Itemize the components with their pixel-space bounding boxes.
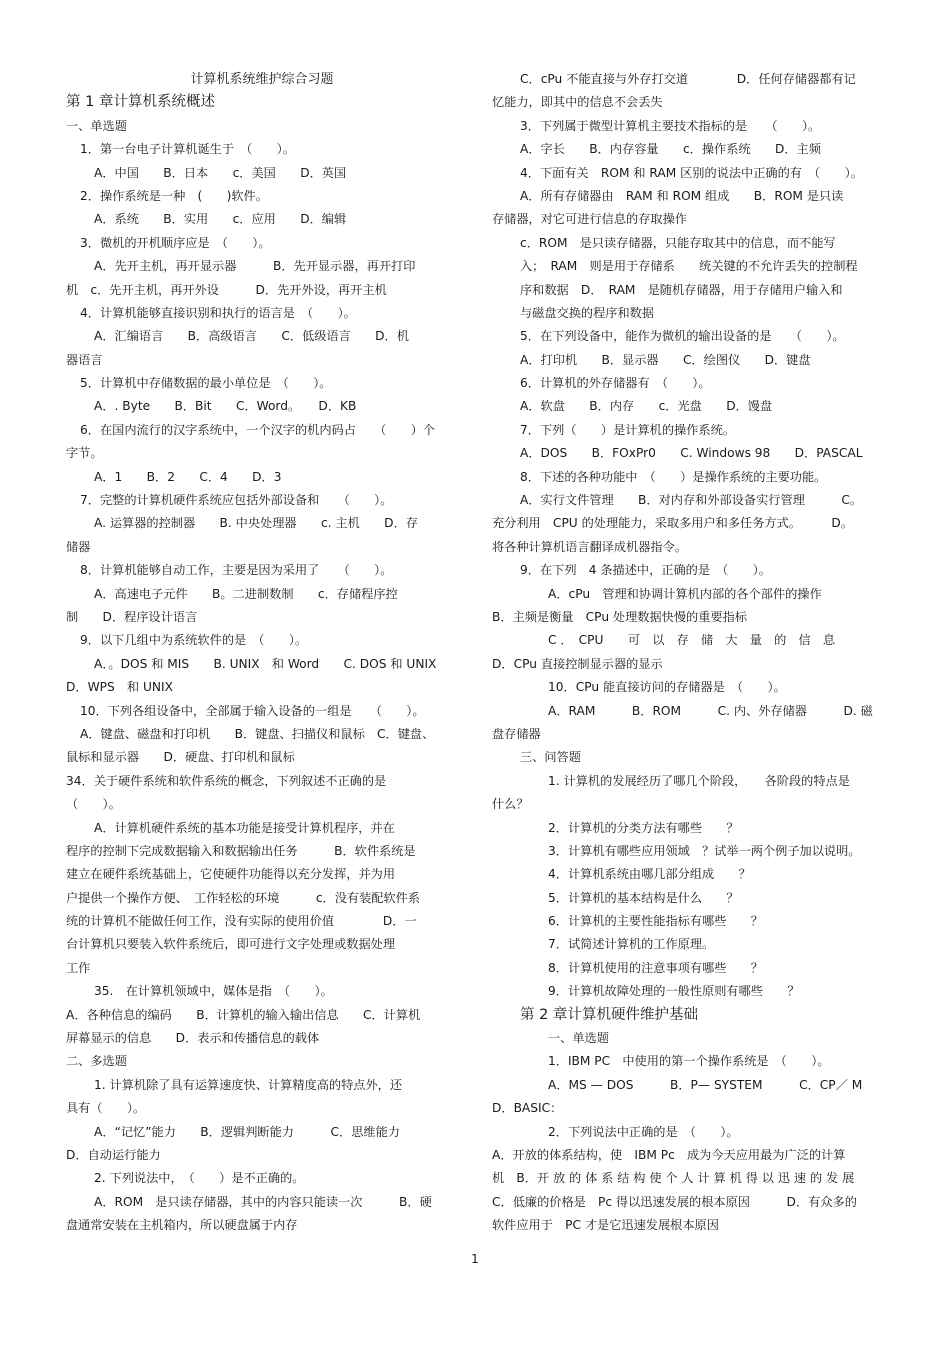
text-line: 第 2 章计算机硬件维护基础	[520, 1006, 698, 1023]
text-line: D．自动运行能力	[66, 1147, 161, 1162]
text-line: 忆能力，即其中的信息不会丢失	[492, 95, 663, 110]
text-line: D．WPS 和 UNIX	[66, 680, 173, 695]
text-line: 9．以下几组中为系统软件的是 （ ）。	[80, 633, 308, 648]
text-line: 器语言	[66, 352, 103, 367]
text-line: 1. 计算机的发展经历了哪几个阶段， 各阶段的特点是	[548, 773, 850, 788]
text-line: A．高速电子元件 B。二进制数制 c．存储程序控	[94, 586, 398, 601]
text-line: 1. 计算机除了具有运算速度快、计算精度高的特点外，还	[94, 1077, 403, 1092]
text-line: A．中国 B．日本 c．美国 D．英国	[94, 165, 347, 180]
text-line: A．。DOS 和 MIS B. UNIX 和 Word C. DOS 和 UNIX	[94, 656, 437, 671]
text-line: A．打印机 B．显示器 C．绘图仪 D．键盘	[520, 352, 811, 367]
text-line: 5．计算机中存储数据的最小单位是 （ ）。	[80, 376, 332, 391]
text-line: 2．操作系统是一种 ( )软件。	[80, 188, 268, 203]
text-line: 4．下面有关 ROM 和 RAM 区别的说法中正确的有 （ ）。	[520, 165, 863, 180]
text-line: 三、问答题	[520, 750, 581, 765]
text-line: 户提供一个操作方便、 工作轻松的环境 c．没有装配软件系	[66, 890, 421, 905]
text-line: 计算机系统维护综合习题	[190, 72, 334, 87]
text-line: 6．计算机的主要性能指标有哪些 ？	[548, 914, 763, 929]
text-line: 5．在下列设备中，能作为微机的输出设备的是 （ ）。	[520, 329, 845, 344]
text-line: 机 c．先开主机，再开外设 D．先开外设，再开主机	[66, 282, 387, 297]
text-line: A．所有存储器由 RAM 和 ROM 组成 B．ROM 是只读	[520, 188, 844, 203]
text-line: A．“记忆”能力 B．逻辑判断能力 C．思维能力	[94, 1124, 400, 1139]
text-line: A．先开主机，再开显示器 B．先开显示器，再开打印	[94, 259, 416, 274]
text-line: 1．IBM PC 中使用的第一个操作系统是 （ ）。	[548, 1054, 830, 1069]
text-line: A．汇编语言 B．高级语言 C．低级语言 D．机	[94, 329, 409, 344]
text-line: 充分利用 CPU 的处理能力，采取多用户和多任务方式。 D。	[492, 516, 854, 531]
text-line: C．低廉的价格是 Pc 得以迅速发展的根本原因 D．有众多的	[492, 1194, 857, 1209]
text-line: 机 B．开 放 的 体 系 结 构 使 个 人 计 算 机 得 以 迅 速 的 发 展	[492, 1171, 855, 1186]
text-line: 9．在下列 4 条描述中，正确的是 （ ）。	[520, 563, 771, 578]
text-line: 与磁盘交换的程序和数据	[520, 305, 655, 320]
text-line: 2．计算机的分类方法有哪些 ？	[548, 820, 739, 835]
text-line: A．RAM B．ROM C. 内、外存储器 D. 磁	[548, 703, 873, 718]
text-line: 2．下列说法中正确的是 （ ）。	[548, 1124, 739, 1139]
text-line: 10．下列各组设备中，全部属于输入设备的一组是 （ ）。	[80, 703, 425, 718]
text-line: A. 运算器的控制器 B. 中央处理器 c. 主机 D．存	[94, 516, 418, 531]
text-line: A．软盘 B．内存 c．光盘 D．馒盘	[520, 399, 773, 414]
text-line: A．1 B．2 C．4 D．3	[94, 469, 282, 484]
text-line: A．. Byte B．Bit C．Word。 D．KB	[94, 399, 357, 414]
text-line: 3．下列属于微型计算机主要技术指标的是 （ ）。	[520, 118, 821, 133]
text-line: 储器	[66, 539, 91, 554]
text-line: A．ROM 是只读存储器，其中的内容只能读一次 B．硬	[94, 1194, 432, 1209]
text-line: 屏幕显示的信息 D．表示和传播信息的载体	[66, 1031, 320, 1046]
text-line: 字节。	[66, 446, 103, 461]
text-line: C ． CPU 可 以 存 储 大 量 的 信 息	[548, 633, 836, 648]
text-line: A．实行文件管理 B．对内存和外部设备实行管理 C。	[520, 493, 863, 508]
page-number: 1	[471, 1252, 479, 1266]
text-line: 3．微机的开机顺序应是 （ ）。	[80, 235, 271, 250]
text-line: 程序的控制下完成数据输入和数据输出任务 B．软件系统是	[66, 843, 416, 858]
text-line: 8．计算机能够自动工作，主要是因为采用了 （ ）。	[80, 563, 393, 578]
text-line: 盘存储器	[492, 726, 541, 741]
right-column	[492, 68, 884, 1238]
text-line: 8．计算机使用的注意事项有哪些 ？	[548, 960, 763, 975]
text-line: A．键盘、磁盘和打印机 B．键盘、扫描仪和鼠标 C．键盘、	[80, 726, 435, 741]
text-line: 二、多选题	[66, 1054, 127, 1069]
text-line: 10．CPu 能直接访问的存储器是 （ ）。	[548, 680, 786, 695]
text-line: 1．第一台电子计算机诞生于 （ ）。	[80, 142, 295, 157]
text-line: 盘通常安装在主机箱内，所以硬盘属于内存	[66, 1218, 298, 1233]
text-line: 第 1 章计算机系统概述	[66, 94, 215, 111]
text-line: 入； RAM 则是用于存储系 统关键的不允许丢失的控制程	[520, 259, 858, 274]
text-line: 建立在硬件系统基础上，它使硬件功能得以充分发挥，并为用	[66, 867, 396, 882]
text-line: 3．计算机有哪些应用领域 ？试举一两个例子加以说明。	[548, 843, 861, 858]
text-line: 4．计算机系统由哪几部分组成 ？	[548, 867, 751, 882]
text-line: 6．在国内流行的汉字系统中，一个汉字的机内码占 （ ）个	[80, 422, 436, 437]
text-line: 制 D．程序设计语言	[66, 609, 198, 624]
text-line: c．ROM 是只读存储器，只能存取其中的信息，而不能写	[520, 235, 836, 250]
text-line: 4．计算机能够直接识别和执行的语言是 （ ）。	[80, 305, 356, 320]
text-line: 什么？	[492, 797, 529, 812]
text-line: A．开放的体系结构，使 IBM Pc 成为今天应用最为广泛的计算	[492, 1147, 846, 1162]
text-line: 7．试简述计算机的工作原理。	[548, 937, 715, 952]
text-line: A．cPu 管理和协调计算机内部的各个部件的操作	[548, 586, 822, 601]
text-line: A．系统 B．实用 c．应用 D．编辑	[94, 212, 347, 227]
text-line: D．BASIC：	[492, 1101, 563, 1116]
text-line: 7．下列（ ）是计算机的操作系统。	[520, 422, 735, 437]
text-line: A．各种信息的编码 B．计算机的输入输出信息 C．计算机	[66, 1007, 421, 1022]
text-line: A．字长 B．内存容量 c．操作系统 D．主频	[520, 142, 821, 157]
text-line: 鼠标和显示器 D．硬盘、打印机和鼠标	[66, 750, 295, 765]
text-line: 序和数据 D． RAM 是随机存储器，用于存储用户输入和	[520, 282, 843, 297]
text-line: （ ）。	[66, 797, 121, 812]
text-line: 软件应用于 PC 才是它迅速发展根本原因	[492, 1218, 719, 1233]
text-line: 35. 在计算机领域中，媒体是指 （ ）。	[94, 984, 333, 999]
text-line: B．主频是衡量 CPu 处理数据快慢的重要指标	[492, 609, 747, 624]
text-line: 统的计算机不能做任何工作，没有实际的使用价值 D．一	[66, 914, 417, 929]
text-line: 工作	[66, 960, 91, 975]
text-line: 9．计算机故障处理的一般性原则有哪些 ？	[548, 984, 800, 999]
text-line: 7．完整的计算机硬件系统应包括外部设备和 （ ）。	[80, 493, 393, 508]
text-line: 2. 下列说法中， （ ）是不正确的。	[94, 1171, 305, 1186]
left-column	[66, 68, 458, 1238]
text-line: A．计算机硬件系统的基本功能是接受计算机程序，并在	[94, 820, 395, 835]
text-line: 5．计算机的基本结构是什么 ？	[548, 890, 739, 905]
text-line: 6．计算机的外存储器有 （ ）。	[520, 376, 711, 391]
text-line: C．cPu 不能直接与外存打交道 D．任何存储器都有记	[520, 72, 856, 86]
text-line: 一、单选题	[548, 1031, 609, 1046]
text-line: 将各种计算机语言翻译成机器指令。	[492, 539, 687, 554]
text-line: 8．下述的各种功能中 （ ）是操作系统的主要功能。	[520, 469, 827, 484]
text-line: A．DOS B．FOxPr0 C. Windows 98 D．PASCAL	[520, 446, 863, 461]
text-line: 34．关于硬件系统和软件系统的概念，下列叙述不正确的是	[66, 773, 387, 788]
text-line: D．CPu 直接控制显示器的显示	[492, 656, 663, 671]
text-line: 一、单选题	[66, 118, 127, 133]
text-line: 台计算机只要装入软件系统后，即可进行文字处理或数据处理	[66, 937, 396, 952]
text-line: A．MS — DOS B．P— SYSTEM C．CP／ M	[548, 1077, 863, 1092]
text-line: 具有（ ）。	[66, 1101, 146, 1116]
text-line: 存储器，对它可进行信息的存取操作	[492, 212, 687, 227]
